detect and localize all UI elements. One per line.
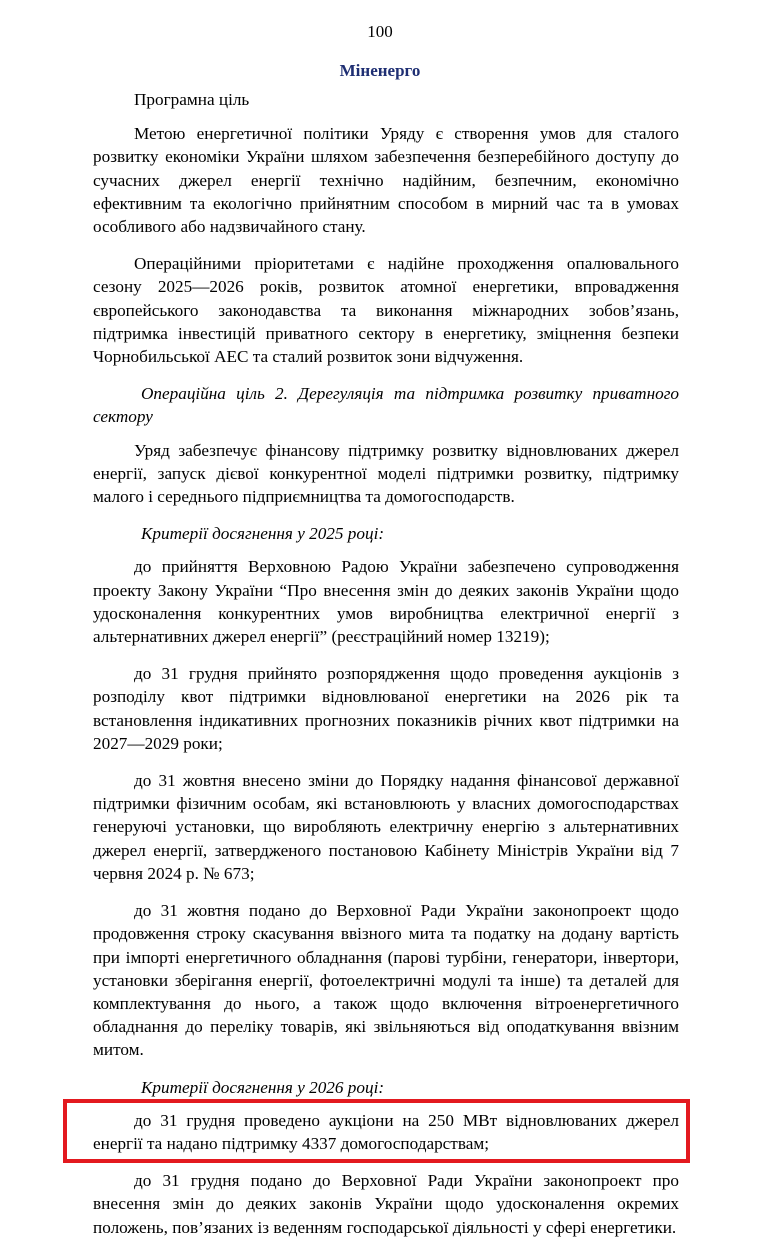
operational-goal-title: Операційна ціль 2. Дерегуляція та підтримка розвитку приватного сектору bbox=[93, 384, 679, 427]
highlight-box bbox=[63, 1099, 690, 1163]
program-goal-text: Метою енергетичної політики Уряду є створення умов для сталого розвитку економіки України шляхом забезпечення безперебійного доступу до сучасних джерел енергії технічно надійним, безпечним, економічно ефективним та екологічно прийнятним способом в мирний час та в умовах особливого або надзвичайного стану. bbox=[93, 124, 679, 237]
document-body bbox=[93, 88, 679, 1253]
priorities-text: Операційними пріоритетами є надійне проходження опалювального сезону 2025—2026 років, розвиток атомної енергетики, впровадження європейського законодавства та виконання міжнародних зобов’язань, підтримка інвестицій приватного сектору в енергетику, зміцнення безпеки Чорнобильської АЕС та сталий розвиток зони відчуження. bbox=[93, 254, 679, 367]
criteria-2025-item: до 31 грудня прийнято розпорядження щодо проведення аукціонів з розподілу квот підтримки відновлюваної енергетики на 2026 рік та встановлення індикативних прогнозних показників річних квот підтримки на 2027—2029 роки; bbox=[93, 664, 679, 753]
operational-goal-text: Уряд забезпечує фінансову підтримку розвитку відновлюваних джерел енергії, запуск дієвої конкурентної моделі підтримки розвитку, підтримку малого і середнього підприємництва та домогосподарств. bbox=[93, 440, 679, 507]
criteria-2026-title: Критерії досягнення у 2026 році: bbox=[141, 1077, 385, 1097]
ministry-title: Міненерго bbox=[339, 61, 421, 80]
criteria-2025-title: Критерії досягнення у 2025 році: bbox=[141, 524, 385, 544]
page-number: 100 bbox=[367, 22, 393, 41]
criteria-2025-item: до 31 жовтня внесено зміни до Порядку надання фінансової державної підтримки фізичним особам, які встановлюють у власних домогосподарствах генеруючі установки, що виробляють електричну енергію з альтернативних джерел енергії, затвердженого постановою Кабінету Міністрів України від 7 червня 2024 р. № 673; bbox=[93, 771, 679, 883]
criteria-2025-item: до 31 жовтня подано до Верховної Ради України законопроект щодо продовження строку скасування ввізного мита та податку на додану вартість при імпорті енергетичного обладнання (парові турбіни, генератори, інвертори, установки зберігання енергії, фотоелектричні модулі та інше) та деталей для комплектування до нього, а також щодо включення вітроенергетичного обладнання до переліку товарів, які звільняються від оподаткування ввізним митом. bbox=[93, 901, 679, 1060]
criteria-2025-item: до прийняття Верховною Радою України забезпечено супроводження проекту Закону України “Про внесення змін до деяких законів України щодо удосконалення конкурентних умов виробництва електричної енергії з альтернативних джерел енергії” (реєстраційний номер 13219); bbox=[93, 557, 679, 647]
highlighted-criterion bbox=[93, 1109, 679, 1155]
program-goal-label: Програмна ціль bbox=[134, 90, 250, 109]
criteria-2026-item: до 31 грудня подано до Верховної Ради України законопроект про внесення змін до деяких законів України щодо удосконалення окремих положень, пов’язаних із веденням господарської діяльності у сфері енергетики. bbox=[93, 1171, 679, 1237]
criteria-2026-highlighted-item: до 31 грудня проведено аукціони на 250 МВт відновлюваних джерел енергії та надано підтримку 4337 домогосподарствам; bbox=[93, 1110, 679, 1153]
